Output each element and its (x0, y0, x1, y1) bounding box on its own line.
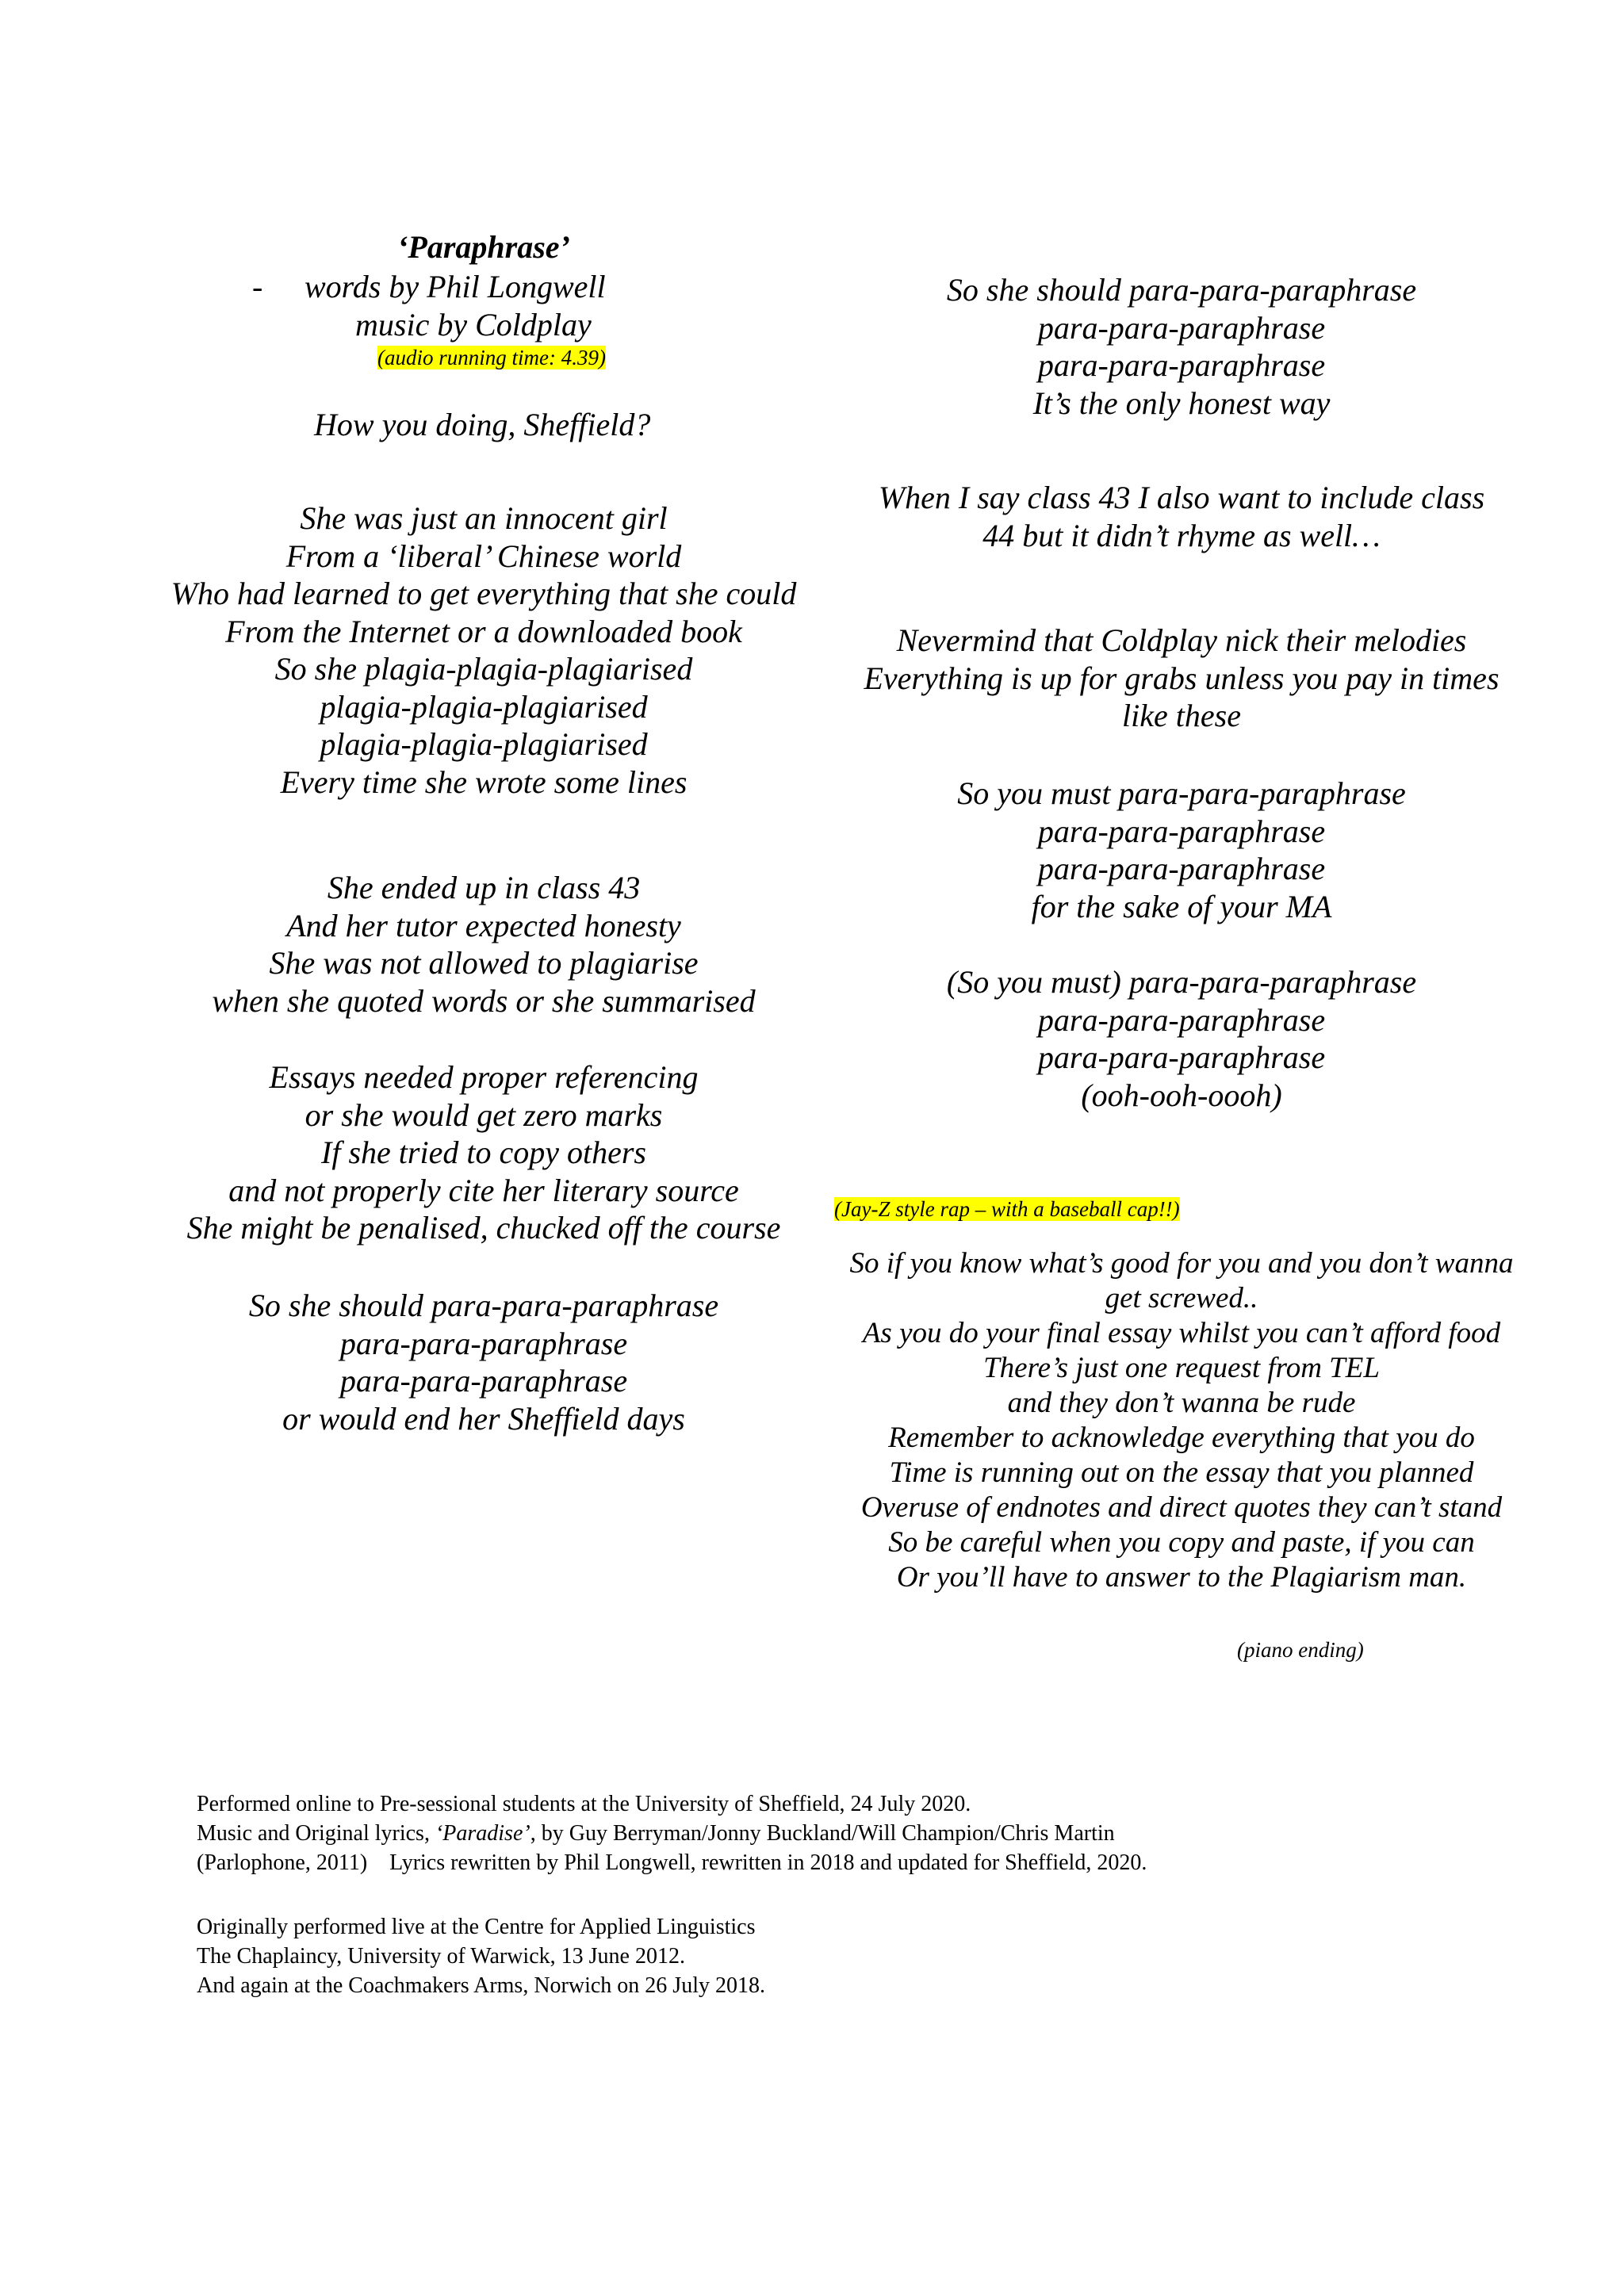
right-stanza-3 (825, 622, 1538, 735)
piano-ending-note: (piano ending) (1237, 1638, 1364, 1662)
right-stanza-1 (825, 271, 1538, 422)
right-stanza-5 (825, 963, 1538, 1114)
lyric-line: From the Internet or a downloaded book (225, 613, 742, 649)
left-stanza-1 (159, 499, 809, 801)
lyric-line: From a ‘liberal’ Chinese world (285, 538, 682, 574)
lyric-line: She might be penalised, chucked off the course (186, 1210, 781, 1246)
footer-line: Music and Original lyrics, ‘Paradise’, by Guy Berryman/Jonny Buckland/Will Champion/Chris Martin (197, 1821, 1115, 1846)
lyric-line: Nevermind that Coldplay nick their melodies (896, 622, 1467, 658)
lyric-line: para-para-paraphrase (339, 1325, 628, 1361)
lyric-line: So you must para-para-paraphrase (957, 775, 1406, 811)
lyric-line: plagia-plagia-plagiarised (320, 688, 648, 725)
footer-line: And again at the Coachmakers Arms, Norwich on 26 July 2018. (197, 1973, 765, 1998)
lyric-line: and not properly cite her literary source (228, 1172, 739, 1208)
rap-line: There’s just one request from TEL (983, 1352, 1380, 1384)
lyric-line: Essays needed proper referencing (269, 1059, 699, 1095)
lyric-line: or she would get zero marks (304, 1096, 663, 1133)
footer-line: Originally performed live at the Centre for Applied Linguistics (197, 1915, 756, 1939)
lyric-line: plagia-plagia-plagiarised (320, 726, 648, 762)
lyric-line: when she quoted words or she summarised (212, 982, 756, 1019)
right-stanza-4 (825, 775, 1538, 925)
lyric-line: When I say class 43 I also want to include class (878, 480, 1485, 515)
lyric-line: So she plagia-plagia-plagiarised (274, 651, 693, 687)
rap-line: As you do your final essay whilst you can’t afford food (862, 1317, 1501, 1349)
greeting: How you doing, Sheffield? (314, 407, 651, 442)
left-stanza-4 (159, 1287, 809, 1437)
lyric-line: She ended up in class 43 (327, 870, 641, 905)
lyric-line: for the sake of your MA (1031, 888, 1332, 924)
left-stanza-3 (159, 1058, 809, 1247)
rap-note: (Jay-Z style rap – with a baseball cap!!) (834, 1197, 1180, 1221)
rap-line: and they don’t wanna be rude (1007, 1387, 1356, 1419)
lyric-line: Everything is up for grabs unless you pay in times (864, 660, 1500, 696)
footer-line: The Chaplaincy, University of Warwick, 13 June 2012. (197, 1944, 685, 1969)
lyric-line: She was not allowed to plagiarise (269, 945, 699, 981)
footer-line: Performed online to Pre-sessional students at the University of Sheffield, 24 July 2020. (197, 1792, 971, 1816)
lyric-line: 44 but it didn’t rhyme as well… (982, 517, 1381, 553)
rap-line: Overuse of endnotes and direct quotes they can’t stand (860, 1491, 1503, 1524)
lyric-line: like these (1122, 698, 1241, 733)
rap-line: Time is running out on the essay that you planned (889, 1456, 1474, 1489)
lyric-line: Every time she wrote some lines (280, 763, 688, 800)
lyric-line: So she should para-para-paraphrase (946, 272, 1417, 308)
rap-verse (825, 1246, 1538, 1595)
footer-credits (197, 1789, 1147, 1877)
words-credit: words by Phil Longwell (304, 269, 606, 304)
lyric-line: (So you must) para-para-paraphrase (946, 964, 1417, 1000)
rap-line: So be careful when you copy and paste, if you can (888, 1526, 1475, 1559)
lyric-line: para-para-paraphrase (1037, 1001, 1326, 1038)
music-credit: music by Coldplay (355, 307, 592, 342)
song-title: ‘Paraphrase’ (397, 229, 570, 265)
lyric-line: So she should para-para-paraphrase (248, 1288, 719, 1323)
rap-line: get screwed.. (1105, 1282, 1258, 1314)
lyric-line: And her tutor expected honesty (286, 907, 681, 943)
lyric-line: para-para-paraphrase (339, 1363, 628, 1399)
lyric-line: para-para-paraphrase (1037, 347, 1326, 383)
rap-line: Or you’ll have to answer to the Plagiarism man. (896, 1561, 1467, 1594)
lyric-line: para-para-paraphrase (1037, 1039, 1326, 1075)
lyric-line: Who had learned to get everything that she could (170, 576, 797, 611)
lyric-line: (ooh-ooh-oooh) (1081, 1077, 1282, 1113)
lyric-line: para-para-paraphrase (1037, 309, 1326, 346)
lyric-line: It’s the only honest way (1032, 385, 1331, 421)
rap-line: So if you know what’s good for you and you don’t wanna (849, 1247, 1514, 1280)
lyric-line: para-para-paraphrase (1037, 851, 1326, 886)
lyric-line: para-para-paraphrase (1037, 813, 1326, 849)
rap-line: Remember to acknowledge everything that you do (888, 1422, 1475, 1454)
audio-running-time: (audio running time: 4.39) (377, 346, 606, 369)
lyric-line: She was just an innocent girl (300, 500, 668, 536)
footer-line: (Parlophone, 2011) Lyrics rewritten by Phil Longwell, rewritten in 2018 and updated for Sheffield, 2020. (197, 1850, 1147, 1875)
footer-performance-history (197, 1912, 765, 2000)
lyric-line: or would end her Sheffield days (282, 1400, 685, 1437)
left-stanza-2 (159, 869, 809, 1020)
lyric-line: If she tried to copy others (321, 1135, 646, 1170)
right-stanza-2 (825, 479, 1538, 554)
credit-dash: - (252, 269, 263, 304)
